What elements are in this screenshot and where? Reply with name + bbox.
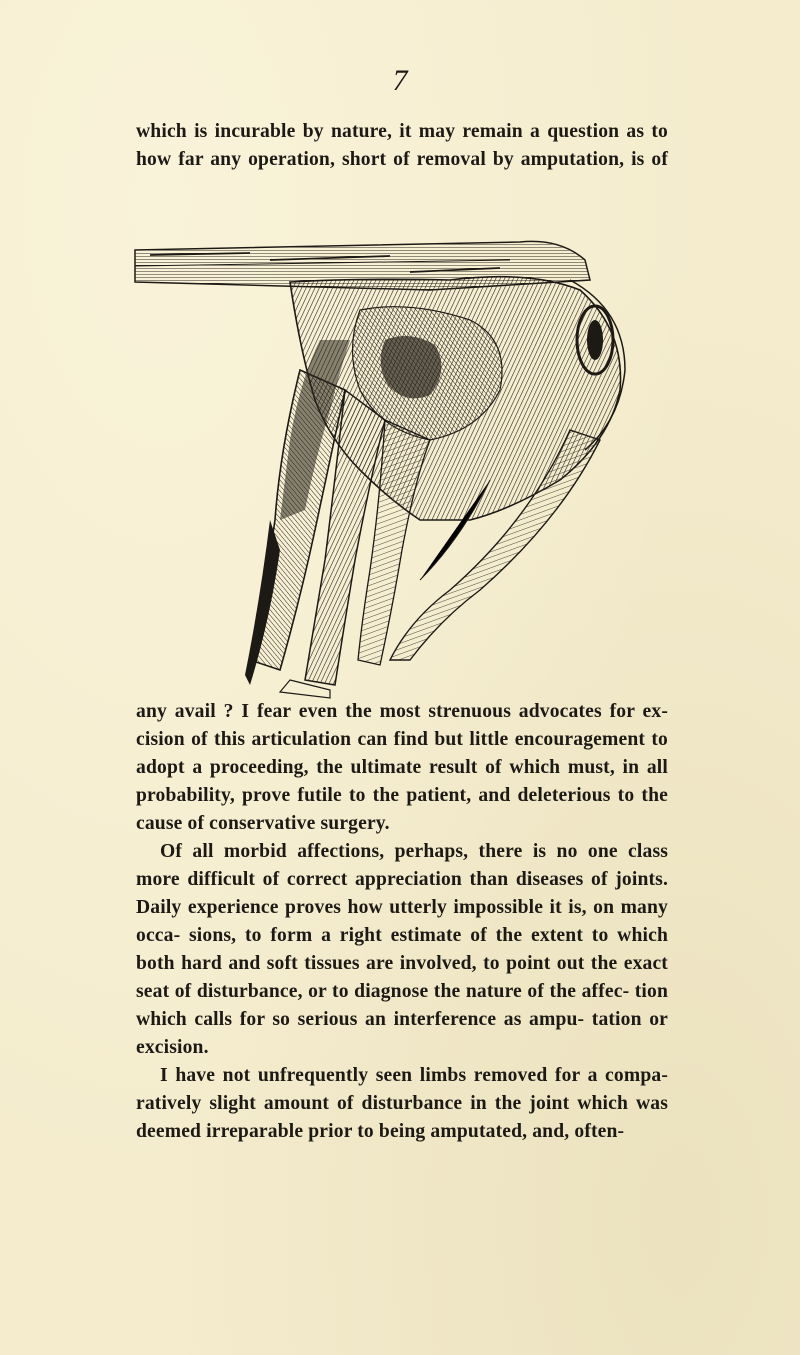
anatomical-figure <box>130 220 630 700</box>
main-text <box>136 698 668 1146</box>
page-number: 7 <box>392 64 408 97</box>
top-text-line-2: how far any operation, short of removal by amputation, is of <box>136 149 668 170</box>
paragraph-2: Of all morbid affections, perhaps, there is no one class more difficult of correct appreciation than diseases of joints. Daily experience proves how utterly impossible it is, on many occa- sions, to form a right estimate of the extent to which both hard and soft tissues are involved, to point out the exact seat of disturbance, or to diagnose the nature of the affec- tion which calls for so serious an interference as ampu- tation or excision. <box>136 841 668 1058</box>
paragraph-3: I have not unfrequently seen limbs removed for a compa- ratively slight amount of disturbance in the joint which was deemed irreparable prior to being amputated, and, often- <box>136 1065 668 1142</box>
top-paragraph <box>136 118 668 174</box>
paragraph-1: any avail ? I fear even the most strenuous advocates for ex- cision of this articulation can find but little encouragement to adopt a proceeding, the ultimate result of which must, in all probability, prove futile to the patient, and deleterious to the cause of conservative surgery. <box>136 701 668 834</box>
anatomical-joint-engraving-icon <box>130 220 630 700</box>
top-text-line-1: which is incurable by nature, it may remain a question as to <box>136 121 668 142</box>
